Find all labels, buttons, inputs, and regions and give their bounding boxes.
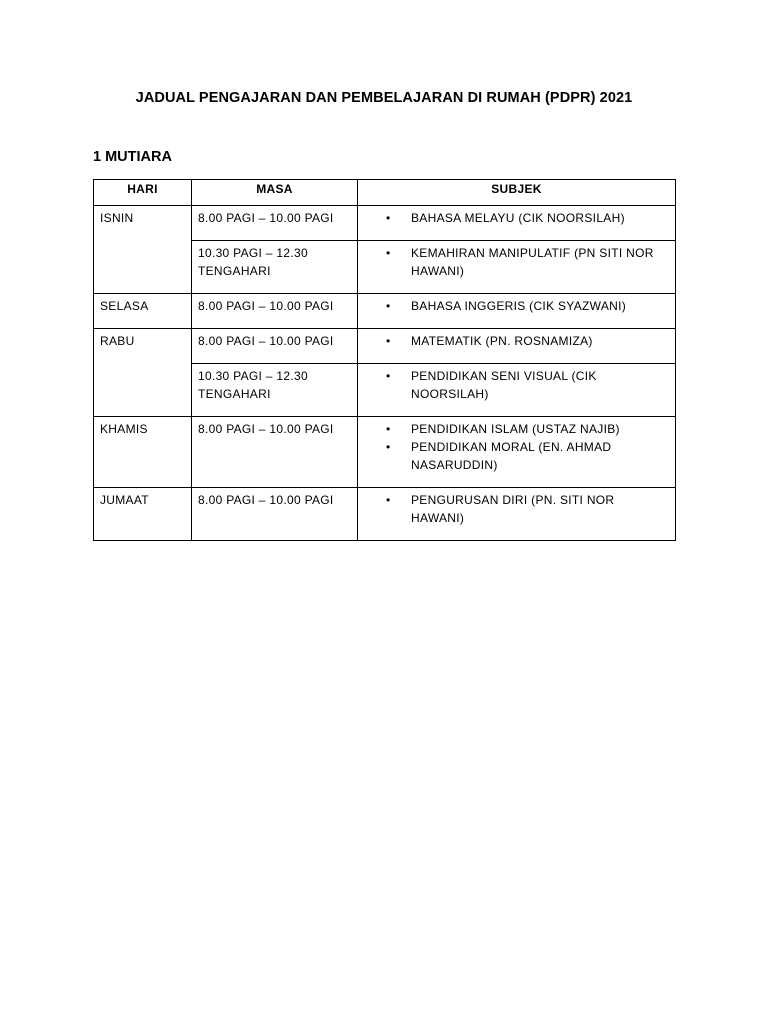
subject-label: BAHASA INGGERIS (CIK SYAZWANI) bbox=[411, 299, 627, 313]
time-cell bbox=[192, 417, 358, 488]
subject-list bbox=[358, 241, 675, 280]
subject-label: KEMAHIRAN MANIPULATIF (PN SITI NOR HAWANI) bbox=[411, 246, 654, 278]
time-cell bbox=[192, 241, 358, 294]
day-label: ISNIN bbox=[100, 211, 134, 225]
table-row bbox=[94, 488, 676, 541]
list-item bbox=[386, 297, 669, 315]
time-cell bbox=[192, 329, 358, 364]
list-item bbox=[386, 438, 669, 474]
time-cell bbox=[192, 488, 358, 541]
header-hari: HARI bbox=[94, 180, 192, 206]
subject-list bbox=[358, 417, 675, 474]
bullet-icon: • bbox=[386, 211, 391, 225]
table-row bbox=[94, 294, 676, 329]
bullet-icon: • bbox=[386, 299, 391, 313]
bullet-icon: • bbox=[386, 440, 391, 454]
subject-cell bbox=[358, 294, 676, 329]
bullet-icon: • bbox=[386, 493, 391, 507]
list-item bbox=[386, 367, 669, 403]
subject-cell bbox=[358, 364, 676, 417]
subject-list bbox=[358, 364, 675, 403]
subject-cell bbox=[358, 329, 676, 364]
time-cell bbox=[192, 206, 358, 241]
subject-label: PENDIDIKAN ISLAM (USTAZ NAJIB) bbox=[411, 422, 620, 436]
time-label: 8.00 PAGI – 10.00 PAGI bbox=[198, 211, 334, 225]
time-label: 10.30 PAGI – 12.30 TENGAHARI bbox=[198, 246, 308, 278]
class-heading: 1 MUTIARA bbox=[93, 149, 172, 165]
subject-cell bbox=[358, 241, 676, 294]
time-cell bbox=[192, 364, 358, 417]
day-label: JUMAAT bbox=[100, 493, 149, 507]
day-cell bbox=[94, 206, 192, 294]
bullet-icon: • bbox=[386, 369, 391, 383]
header-subjek: SUBJEK bbox=[358, 180, 676, 206]
subject-list bbox=[358, 488, 675, 527]
day-cell bbox=[94, 294, 192, 329]
list-item bbox=[386, 491, 669, 527]
day-cell bbox=[94, 417, 192, 488]
day-cell bbox=[94, 329, 192, 417]
time-cell bbox=[192, 294, 358, 329]
time-label: 10.30 PAGI – 12.30 TENGAHARI bbox=[198, 369, 308, 401]
time-label: 8.00 PAGI – 10.00 PAGI bbox=[198, 422, 334, 436]
day-label: SELASA bbox=[100, 299, 149, 313]
day-label: RABU bbox=[100, 334, 135, 348]
list-item bbox=[386, 420, 669, 438]
time-label: 8.00 PAGI – 10.00 PAGI bbox=[198, 493, 334, 507]
day-label: KHAMIS bbox=[100, 422, 148, 436]
subject-label: MATEMATIK (PN. ROSNAMIZA) bbox=[411, 334, 593, 348]
time-label: 8.00 PAGI – 10.00 PAGI bbox=[198, 299, 334, 313]
bullet-icon: • bbox=[386, 422, 391, 436]
subject-label: PENDIDIKAN SENI VISUAL (CIK NOORSILAH) bbox=[411, 369, 597, 401]
list-item bbox=[386, 332, 669, 350]
subject-cell bbox=[358, 206, 676, 241]
subject-cell bbox=[358, 417, 676, 488]
list-item bbox=[386, 209, 669, 227]
subject-list bbox=[358, 329, 675, 350]
header-row bbox=[94, 180, 676, 206]
bullet-icon: • bbox=[386, 334, 391, 348]
subject-label: PENGURUSAN DIRI (PN. SITI NOR HAWANI) bbox=[411, 493, 615, 525]
table-row bbox=[94, 206, 676, 241]
subject-label: PENDIDIKAN MORAL (EN. AHMAD NASARUDDIN) bbox=[411, 440, 612, 472]
subject-list bbox=[358, 294, 675, 315]
subject-list bbox=[358, 206, 675, 227]
schedule-table bbox=[93, 179, 676, 541]
subject-cell bbox=[358, 488, 676, 541]
list-item bbox=[386, 244, 669, 280]
day-cell bbox=[94, 488, 192, 541]
table-row bbox=[94, 417, 676, 488]
subject-label: BAHASA MELAYU (CIK NOORSILAH) bbox=[411, 211, 625, 225]
document-title: JADUAL PENGAJARAN DAN PEMBELAJARAN DI RUMAH (PDPR) 2021 bbox=[135, 90, 633, 106]
time-label: 8.00 PAGI – 10.00 PAGI bbox=[198, 334, 334, 348]
bullet-icon: • bbox=[386, 246, 391, 260]
header-masa: MASA bbox=[192, 180, 358, 206]
table-row bbox=[94, 329, 676, 364]
